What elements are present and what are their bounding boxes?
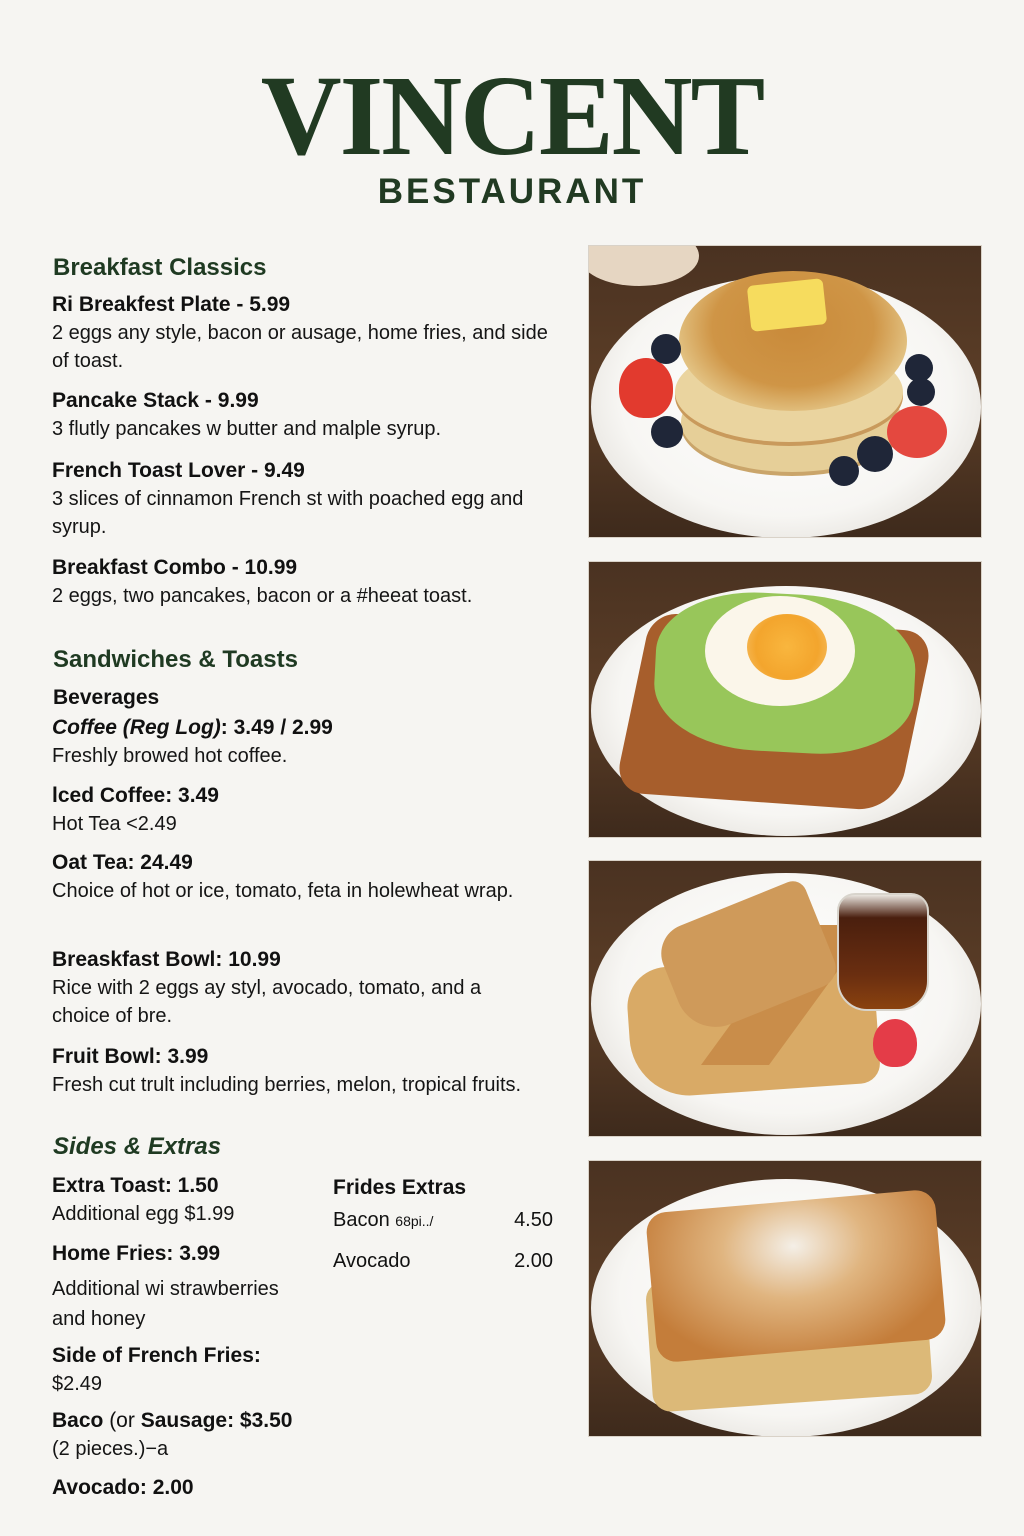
section-title-breakfast: Breakfast Classics bbox=[53, 254, 267, 281]
menu-item-desc: Additional wi strawberries and honey bbox=[52, 1278, 279, 1330]
menu-item bbox=[52, 1407, 352, 1463]
raspberry-shape bbox=[873, 1019, 917, 1067]
menu-item-name: lced Coffee: 3.49 bbox=[52, 784, 219, 807]
menu-item-desc: $2.49 bbox=[52, 1373, 103, 1395]
menu-item-name: Home Fries: 3.99 bbox=[52, 1242, 221, 1265]
menu-header bbox=[0, 52, 1024, 212]
menu-item-desc: Rice with 2 eggs ay styl, avocado, tomato, and a choice of bre. bbox=[52, 977, 482, 1027]
cup-shape bbox=[588, 245, 699, 286]
extras-price: 4.50 bbox=[514, 1209, 553, 1231]
pancake-stack-photo bbox=[588, 245, 982, 538]
menu-item bbox=[52, 782, 572, 838]
blueberry-shape bbox=[857, 436, 893, 472]
menu-item-name: Ri Breakfest Plate - 5.99 bbox=[52, 293, 291, 316]
menu-item-name: Avocado: 2.00 bbox=[52, 1476, 194, 1499]
menu-item-desc: Fresh cut trult including berries, melon, tropical fruits. bbox=[52, 1074, 522, 1096]
menu-item-name: Breakfast Combo - 10.99 bbox=[52, 556, 298, 579]
menu-item-name-price: : 3.49 / 2.99 bbox=[220, 716, 333, 739]
menu-item-desc: 2 eggs, two pancakes, bacon or a #heeat toast. bbox=[52, 585, 473, 607]
menu-item bbox=[52, 387, 572, 443]
menu-item-name bbox=[52, 714, 572, 742]
menu-item bbox=[52, 1240, 292, 1334]
butter-shape bbox=[747, 278, 827, 332]
extras-row bbox=[333, 1206, 553, 1235]
extras-price: 2.00 bbox=[514, 1250, 553, 1272]
menu-item-name-part: Sausage: $3.50 bbox=[140, 1409, 293, 1432]
menu-item-desc: 3 slices of cinnamon French st with poached egg and syrup. bbox=[52, 488, 524, 538]
menu-item-name-part: Baco bbox=[52, 1409, 104, 1432]
menu-item bbox=[52, 554, 572, 610]
menu-item-desc: Hot Tea <2.49 bbox=[52, 813, 177, 835]
blueberry-shape bbox=[651, 334, 681, 364]
menu-item bbox=[52, 714, 572, 770]
french-toast-stack-photo bbox=[588, 1160, 982, 1437]
menu-item-desc: (2 pieces.)−a bbox=[52, 1438, 169, 1460]
strawberry-shape bbox=[619, 358, 673, 418]
menu-item-desc: Freshly browed hot coffee. bbox=[52, 745, 288, 767]
menu-item bbox=[52, 849, 572, 905]
restaurant-subtitle: BESTAURANT bbox=[377, 172, 647, 211]
menu-item-name: French Toast Lover - 9.49 bbox=[52, 459, 305, 482]
menu-item bbox=[52, 291, 572, 375]
menu-item-name: Extra Toast: 1.50 bbox=[52, 1174, 219, 1197]
extras-label: Bacon bbox=[333, 1209, 390, 1231]
menu-item bbox=[52, 1342, 312, 1398]
menu-item bbox=[52, 457, 572, 541]
french-toast-syrup-photo bbox=[588, 860, 982, 1137]
menu-item-name: Fruit Bowl: 3.99 bbox=[52, 1045, 209, 1068]
menu-item bbox=[52, 1043, 572, 1099]
menu-item bbox=[52, 946, 572, 1030]
syrup-jar-shape bbox=[837, 893, 929, 1011]
extras-row bbox=[333, 1247, 553, 1275]
menu-item-name: Pancake Stack - 9.99 bbox=[52, 389, 259, 412]
menu-item-name-part: (or bbox=[103, 1409, 141, 1432]
blueberry-shape bbox=[651, 416, 683, 448]
extras-note: 68pi../ bbox=[395, 1213, 434, 1229]
toast-shape bbox=[645, 1189, 947, 1364]
menu-item-desc: Choice of hot or ice, tomato, feta in holewheat wrap. bbox=[52, 880, 514, 902]
blueberry-shape bbox=[829, 456, 859, 486]
extras-list bbox=[333, 1174, 553, 1287]
restaurant-title: VINCENT bbox=[260, 52, 764, 180]
menu-item-desc: Additional egg $1.99 bbox=[52, 1203, 235, 1225]
menu-item-name: Oat Tea: 24.49 bbox=[52, 851, 193, 874]
egg-yolk-shape bbox=[747, 614, 827, 680]
menu-item bbox=[52, 1172, 312, 1228]
menu-item-desc: 2 eggs any style, bacon or ausage, home fries, and side of toast. bbox=[52, 322, 548, 372]
extras-label: Avocado bbox=[333, 1250, 411, 1272]
subheading-beverages: Beverages bbox=[53, 686, 160, 709]
menu-item-name: Breaskfast Bowl: 10.99 bbox=[52, 948, 281, 971]
menu-item bbox=[52, 1474, 312, 1502]
section-title-sides: Sides & Extras bbox=[53, 1133, 222, 1160]
blueberry-shape bbox=[907, 378, 935, 406]
section-title-sandwiches: Sandwiches & Toasts bbox=[53, 646, 298, 673]
menu-item-name-italic: Coffee (Reg Log) bbox=[52, 716, 221, 739]
menu-item-name bbox=[52, 1407, 352, 1435]
extras-title: Frides Extras bbox=[333, 1176, 467, 1199]
menu-item-desc: 3 flutly pancakes w butter and malple syrup. bbox=[52, 418, 442, 440]
menu-item-name: Side of French Fries: bbox=[52, 1344, 261, 1367]
strawberry-shape bbox=[887, 406, 947, 458]
avocado-toast-photo bbox=[588, 561, 982, 838]
